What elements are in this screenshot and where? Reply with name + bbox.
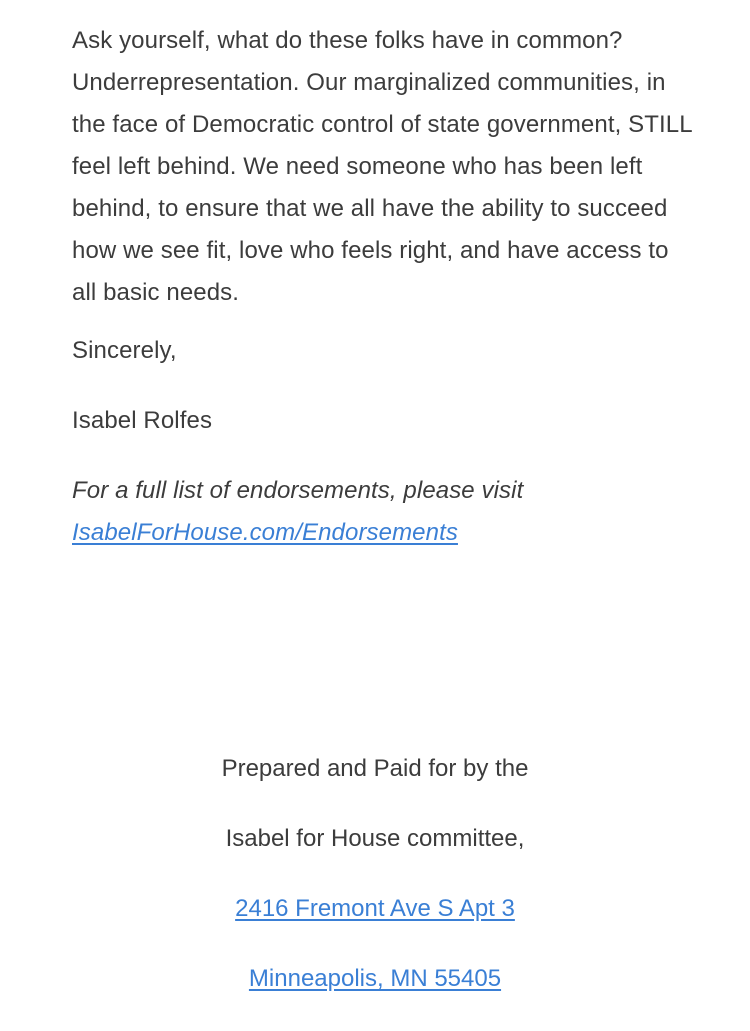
- letter-content: [72, 20, 692, 554]
- endorsement-note-text: For a full list of endorsements, please visit: [72, 477, 524, 504]
- letter-closing: Sincerely,: [72, 337, 177, 364]
- letter-signature: Isabel Rolfes: [72, 407, 213, 434]
- address-city-link[interactable]: Minneapolis, MN 55405: [248, 965, 502, 992]
- address-street-link[interactable]: 2416 Fremont Ave S Apt 3: [235, 895, 515, 922]
- endorsements-link[interactable]: IsabelForHouse.com/Endorsements: [72, 519, 458, 546]
- footer-committee-line: Isabel for House committee,: [225, 825, 525, 852]
- footer-prepared-line: Prepared and Paid for by the: [221, 755, 529, 782]
- footer-address-city: [0, 958, 750, 1000]
- footer-address-street: [0, 888, 750, 930]
- letter-body: Ask yourself, what do these folks have in common? Underrepresentation. Our marginalized communities, in the face of Democratic control of state government, STILL feel left behind. We need someone who has been left behind, to ensure that we all have the ability to succeed how we see fit, love who feels right, and have access to all basic needs.: [72, 27, 692, 306]
- endorsement-note: [72, 470, 692, 554]
- paid-for-footer: [0, 748, 750, 1000]
